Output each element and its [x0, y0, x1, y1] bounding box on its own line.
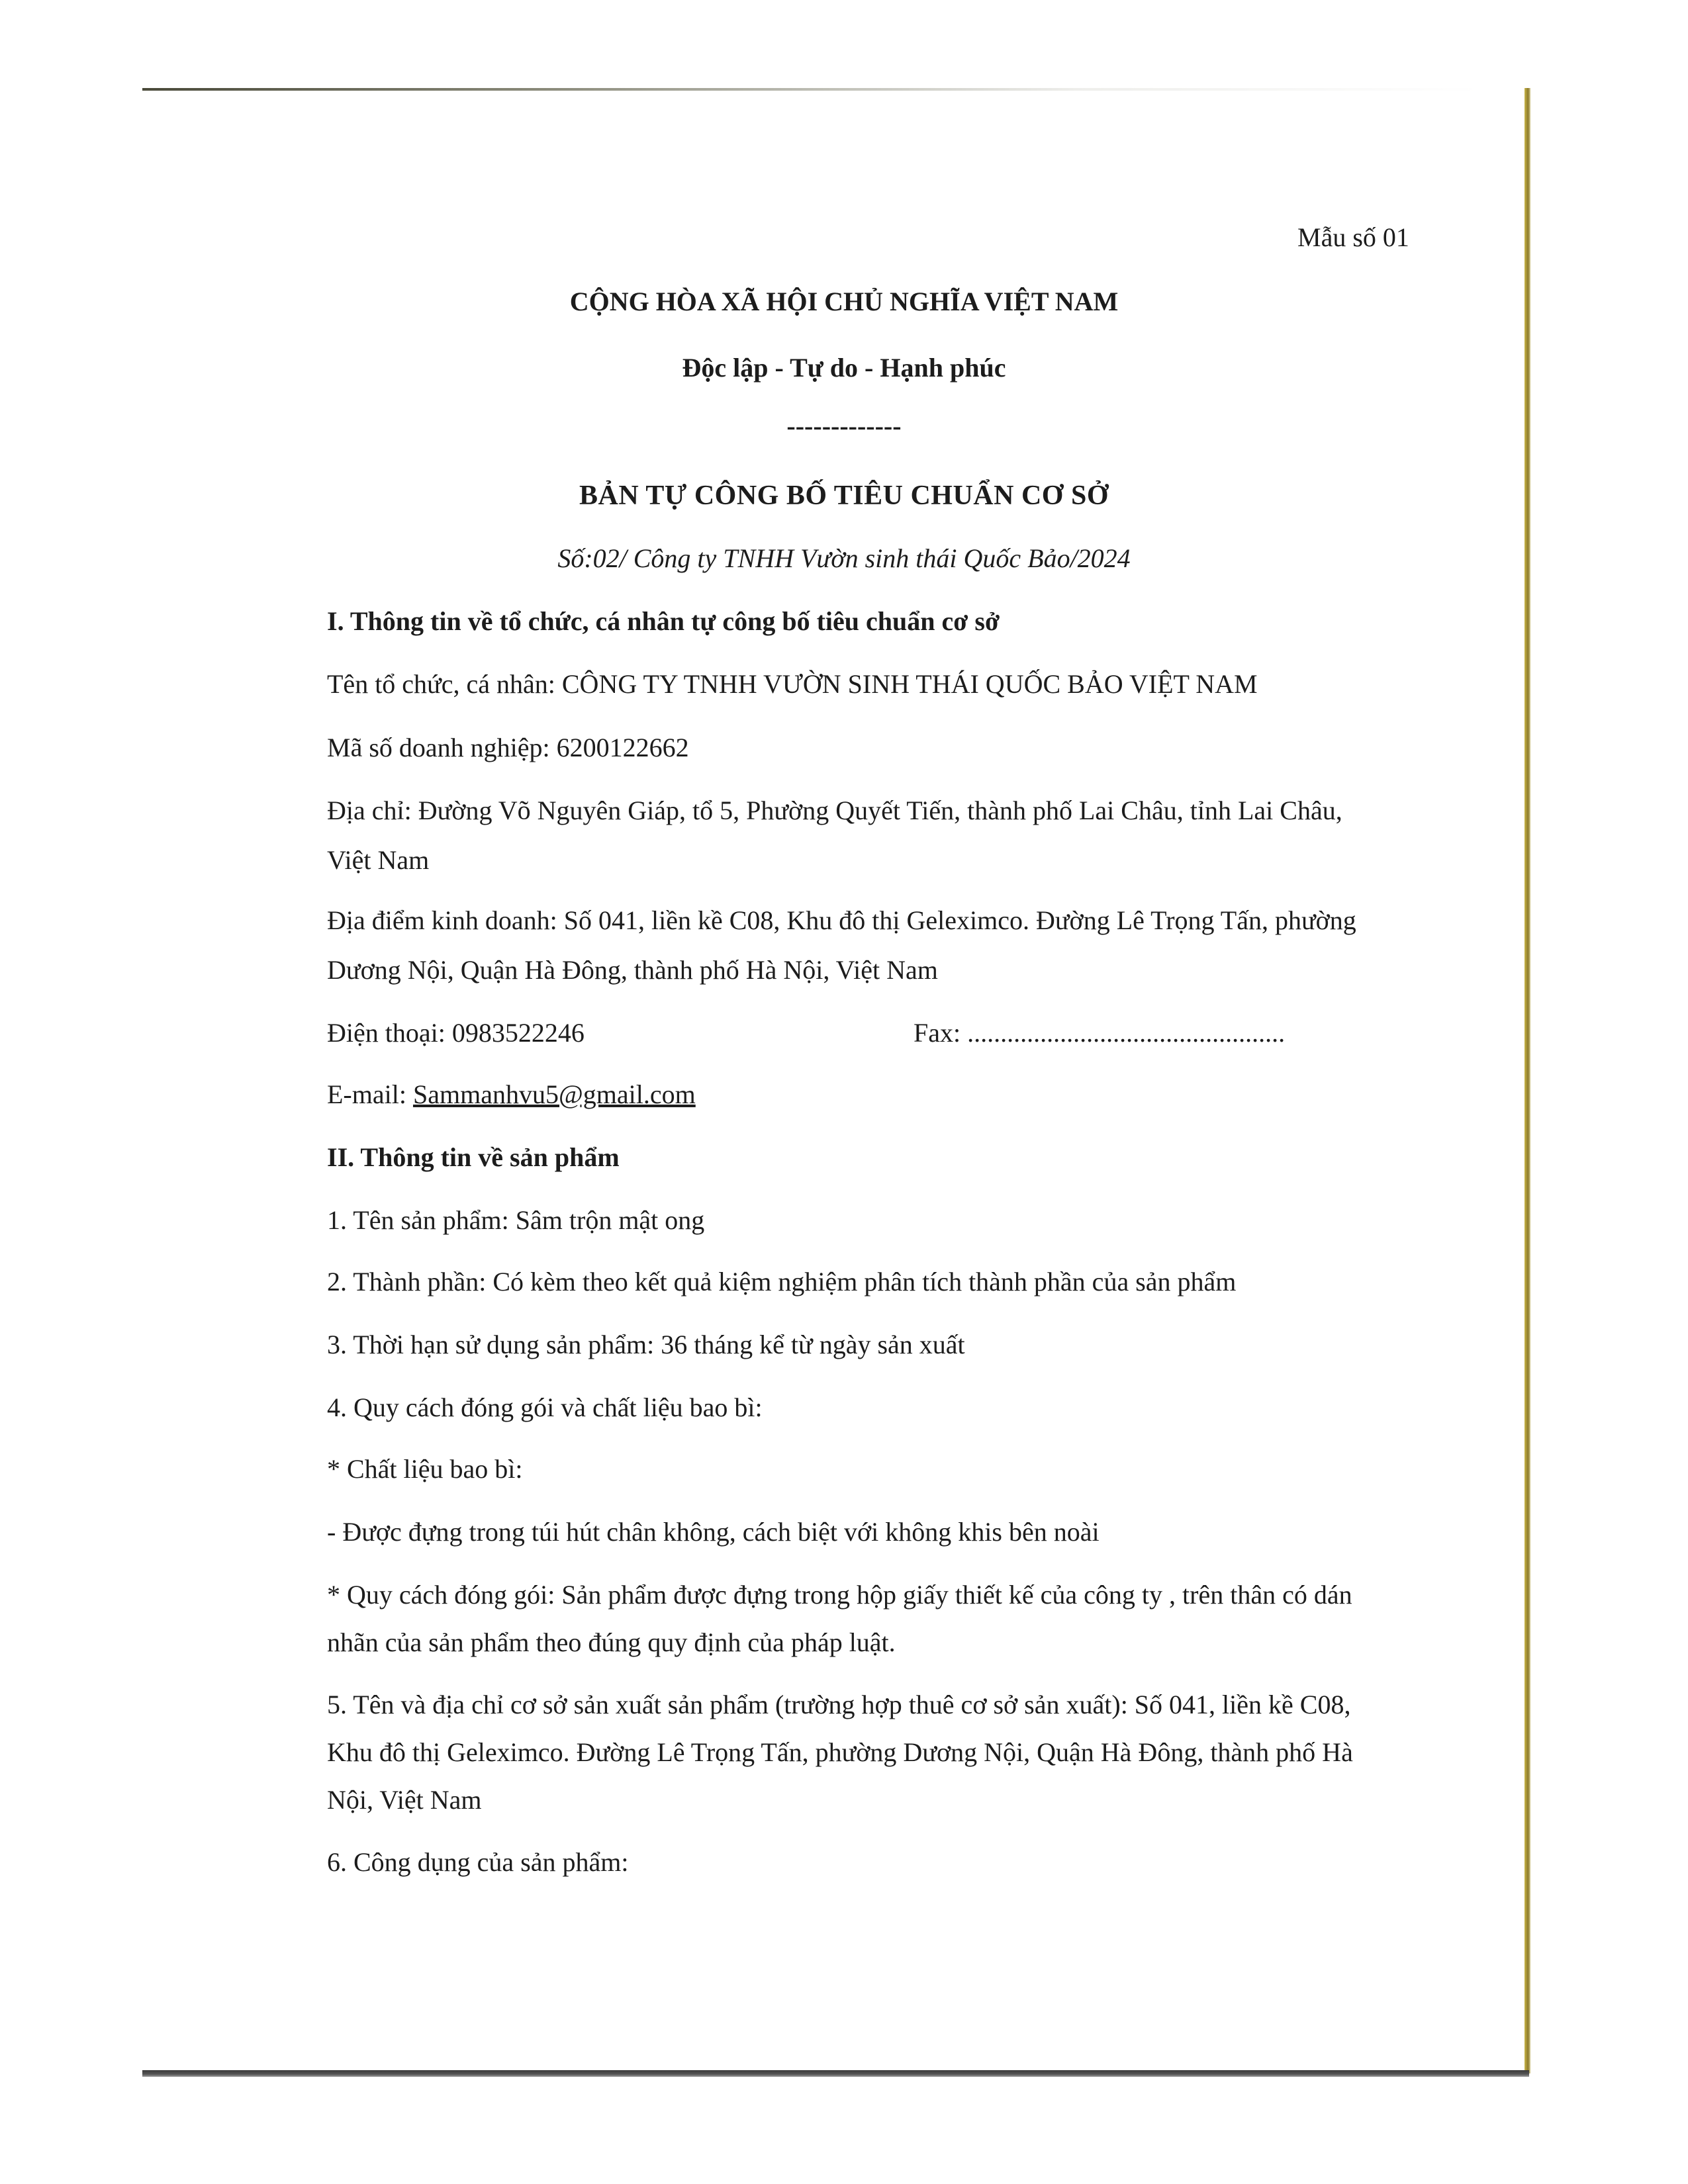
form-number: Mẫu số 01	[1297, 222, 1409, 252]
phone: Điện thoại: 0983522246	[327, 1018, 585, 1048]
business-location-line-1: Địa điểm kinh doanh: Số 041, liền kề C08, Khu đô thị Geleximco. Đường Lê Trọng Tấn, phường	[327, 905, 1356, 935]
product-composition: 2. Thành phần: Có kèm theo kết quả kiệm nghiệm phân tích thành phần của sản phẩm	[327, 1267, 1237, 1297]
email-row	[327, 1079, 696, 1111]
packing-spec-line-1: * Quy cách đóng gói: Sản phẩm được đựng trong hộp giấy thiết kế của công ty , trên thân có dán	[327, 1580, 1352, 1610]
manufacturer-line-2: Khu đô thị Geleximco. Đường Lê Trọng Tấn, phường Dương Nội, Quận Hà Đông, thành phố Hà	[327, 1737, 1353, 1767]
national-motto: Độc lập - Tự do - Hạnh phúc	[682, 353, 1006, 383]
document-title: BẢN TỰ CÔNG BỐ TIÊU CHUẨN CƠ SỞ	[579, 480, 1109, 511]
scan-edge-right	[1524, 88, 1530, 2073]
tax-code: Mã số doanh nghiệp: 6200122662	[327, 733, 689, 762]
section-1-heading: I. Thông tin về tổ chức, cá nhân tự công bố tiêu chuẩn cơ sở	[327, 606, 1000, 636]
product-name: 1. Tên sản phẩm: Sâm trộn mật ong	[327, 1205, 705, 1235]
packaging-material-detail: - Được đựng trong túi hút chân không, cách biệt với không khis bên noài	[327, 1517, 1100, 1547]
national-title: CỘNG HÒA XÃ HỘI CHỦ NGHĨA VIỆT NAM	[569, 287, 1119, 316]
packaging-material-label: * Chất liệu bao bì:	[327, 1454, 523, 1484]
manufacturer-line-3: Nội, Việt Nam	[327, 1785, 482, 1815]
org-name: Tên tổ chức, cá nhân: CÔNG TY TNHH VƯỜN SINH THÁI QUỐC BẢO VIỆT NAM	[327, 669, 1258, 699]
packing-spec-line-2: nhãn của sản phẩm theo đúng quy định của pháp luật.	[327, 1627, 896, 1657]
fax: Fax: ................................................	[914, 1018, 1286, 1048]
email-link[interactable]: Sammanhvu5@gmail.com	[412, 1079, 696, 1109]
address-line-2: Việt Nam	[327, 845, 430, 875]
email-label: E-mail:	[327, 1079, 413, 1109]
scan-edge-bottom	[142, 2070, 1529, 2077]
header-separator: -------------	[786, 411, 902, 441]
address-line-1: Địa chỉ: Đường Võ Nguyên Giáp, tổ 5, Phường Quyết Tiến, thành phố Lai Châu, tỉnh Lai Châu,	[327, 796, 1342, 825]
scan-edge-top	[142, 88, 1479, 91]
section-2-heading: II. Thông tin về sản phẩm	[327, 1142, 620, 1172]
document-number: Số:02/ Công ty TNHH Vườn sinh thái Quốc Bảo/2024	[557, 543, 1131, 573]
product-usage: 6. Công dụng của sản phẩm:	[327, 1847, 629, 1877]
product-shelf-life: 3. Thời hạn sử dụng sản phẩm: 36 tháng kể từ ngày sản xuất	[327, 1330, 965, 1359]
manufacturer-line-1: 5. Tên và địa chỉ cơ sở sản xuất sản phẩm (trường hợp thuê cơ sở sản xuất): Số 041, liền kề C08,	[327, 1690, 1351, 1719]
business-location-line-2: Dương Nội, Quận Hà Đông, thành phố Hà Nội, Việt Nam	[327, 955, 938, 985]
packaging-heading: 4. Quy cách đóng gói và chất liệu bao bì:	[327, 1392, 763, 1422]
